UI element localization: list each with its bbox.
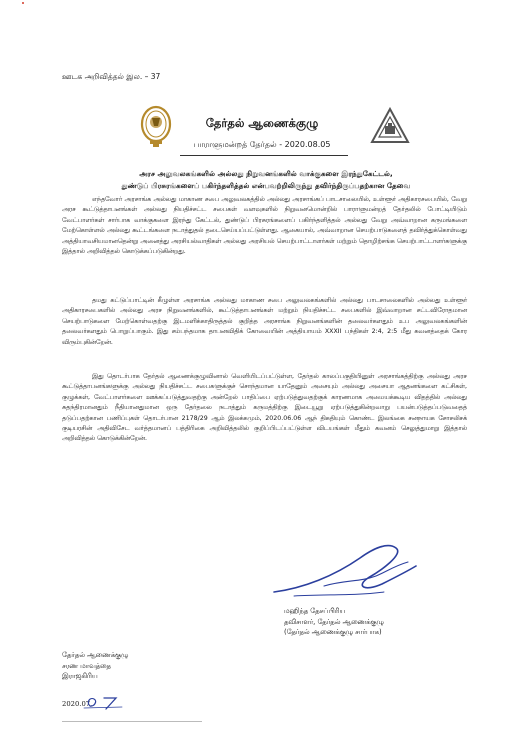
address-line-3: இராஜகிரிய [62,672,98,680]
signature-block [284,606,384,638]
handwritten-signature [264,536,424,604]
paragraph-3: இது தொடர்பாக தேர்தல் ஆணைக்குழுவினால் வெளியிடப்பட்டுள்ள, தேர்தல் காலப்பகுதியினுள் அரசாங்கத்திற்கு அல்லது அரச கூட்டுத்தாபனங்களுக்கு அல்லது நியதிச்சட்ட சபைகளுக்குச் சொந்தமான யாதேனும் அசையும் அல்லது அசையா ஆதனங்களை கட்சிகள், குழுக்கள், வேட்பாளர்களை ஊக்கப்படுத்துவதற்கு அன்றேல் பாதிப்பை ஏற்படுத்துவதற்குக் காரணமாக அமையக்கூடிய விதத்தில் அல்லது சுதந்திரமானதும் நீதியானதுமான ஒரு தேர்தலை நடாத்தும் கருமத்திற்கு இடையூறு ஏற்படுத்துகின்றவாறு பயன்படுத்தப்படுவதைத் தடுப்பதற்கான பணிப்புகள் தொடர்பான 2178/29 ஆம் இலக்கமும், 2020.06.06 ஆந் திகதியும் கொண்ட இலங்கை சனநாயக சோசலிசக் குடியரசின் அதிவிசேட வர்த்தமானப் பத்திரிகை அறிவித்தலில் குறிப்பிடப்பட்டுள்ள விடயங்கள் மீதும் கவனம் செலுத்துமாறு இத்தால் அறிவித்தல் கொடுக்கின்றேன். [62,373,467,443]
address-block [62,650,128,682]
paragraph-2: தமது கட்டுப்பாட்டின் கீழுள்ள அரசாங்க அல்லது மாகாண சபை அலுவலகங்களில் அல்லது பாடசாலைகளில் அல்லது உள்ளூர் அதிகாரசபைகளில் அல்லது அரச நிறுவனங்களில், கூட்டுத்தாபனங்கள் மற்றும் நியதிச்சட்ட சபைகளில் இவ்வாறான சட்டவிரோதமான செயற்பாடுகளை மேற்கொள்வதற்கு இடமளிக்காதிருத்தல் குறித்த அரசாங்க நிறுவனங்களின் தலைவர்களதும் உப அலுவலகங்களின் தலைவர்களதும் பொறுப்பாகும். இது சம்பந்தமாக தாபனவிதிக் கோவையின் அத்தியாயம் XXXII பந்திகள் 2:4, 2:5 மீது கவனத்தைக் கோர விரும்புகின்றேன். [62,297,467,346]
address-line-1: தேர்தல் ஆணைக்குழு [62,651,129,659]
footer-filepath-mark [62,720,202,723]
paragraph-1: எந்தவோர் அரசாங்க அல்லது மாகாண சபை அலுவலகத்தில் அல்லது அரசாங்கப் பாடசாலையில், உள்ளூர் அதிகாரசபையில், வேறு அரச கூட்டுத்தாபனங்கள் அல்லது நியதிச்சட்ட சபைகள் வளவுகளில் நிறுவனமொன்றில் பாராளுமன்றத் தேர்தலில் போட்டியிடும் வேட்பாளர்கள் சார்பாக வாக்குகளை இரந்து கேட்டல், துண்டுப் பிரசுரங்களைப் பகிர்ந்தளித்தல் அல்லது வேறு அவ்வாறான கருமங்களை மேற்கொள்ளல் அல்லது கூட்டங்களை நடாத்துதல் தடைசெய்யப்பட்டுள்ளது. ஆகையால், அவ்வாறான செயற்பாடுகளைத் தவிர்த்துக்கொள்வது அத்தியாவசியமானதென்று அனைத்து அரசியல்வாதிகள் அல்லது அரசியல் செயற்பாட்டாளர்கள் மற்றும் தொழிற்சங்க செயற்பாட்டாளர்களுக்கு இத்தால் அறிவித்தல் கொடுக்கப்படுகின்றது. [62,196,467,256]
subject-heading [66,168,466,192]
red-mark [22,2,24,4]
header-divider [180,155,348,156]
organization-title: தேர்தல் ஆணைக்குழு [205,116,319,130]
address-line-2: சரண மாவத்தை [62,661,111,670]
signatory-name: மஹிந்த தேசப்பிரிய [284,607,346,615]
handwritten-date-digits [82,694,128,710]
media-release-reference: ஊடக அறிவித்தல் இல. – 37 [62,72,161,81]
election-event-line: பாராளுமன்றத் தேர்தல் - 2020.08.05 [193,140,331,149]
signatory-on-behalf: (தேர்தல் ஆணைக்குழு சார்பாக) [284,628,382,636]
date-printed: 2020.07. [62,700,93,708]
subject-line-2: துண்டுப் பிரசுரங்களைப் பகிர்ந்தளித்தல் என்பவற்றிலிருந்து தவிர்ந்திருப்பதற்கான தேவை [121,181,411,190]
signatory-title: தவிசாளர், தேர்தல் ஆணைக்குழு [284,617,384,626]
subject-line-1: அரச அலுவலகங்களில் அல்லது நிறுவனங்களில் வாக்குகளை இரந்துகேட்டல், [139,169,393,178]
